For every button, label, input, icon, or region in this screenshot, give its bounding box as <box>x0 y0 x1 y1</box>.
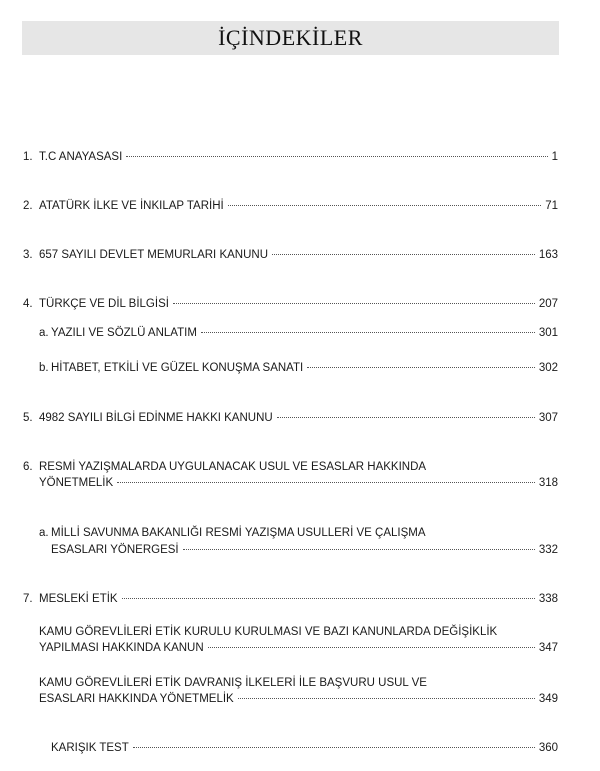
entry-label: KAMU GÖREVLİLERİ ETİK KURULU KURULMASI VE BAZI KANUNLARDA DEĞİŞİKLİK <box>39 626 498 638</box>
entry-number: 3. <box>23 249 33 261</box>
dot-leader <box>228 205 542 206</box>
toc-entry-4a[interactable] <box>39 325 558 341</box>
dot-leader <box>173 303 535 304</box>
entry-label-continued: YÖNETMELİK <box>39 477 114 489</box>
dot-leader <box>277 417 535 418</box>
dot-leader <box>307 367 535 368</box>
dot-leader <box>208 647 535 648</box>
toc-entry-1[interactable] <box>23 149 558 165</box>
entry-page: 207 <box>538 298 558 310</box>
dot-leader <box>133 747 535 748</box>
dot-leader <box>183 549 535 550</box>
toc-entry-5[interactable] <box>23 410 558 426</box>
entry-page: 307 <box>538 412 558 424</box>
entry-label: ATATÜRK İLKE VE İNKILAP TARİHİ <box>39 200 224 212</box>
entry-page: 332 <box>538 544 558 556</box>
entry-page: 347 <box>538 642 558 654</box>
page-title: İÇİNDEKİLER <box>218 25 363 50</box>
toc-entry-3[interactable] <box>23 247 558 263</box>
dot-leader <box>126 156 547 157</box>
entry-page: 360 <box>538 742 558 754</box>
entry-label-continued: ESASLARI YÖNERGESİ <box>51 544 179 556</box>
dot-leader <box>238 698 535 699</box>
entry-label: KARIŞIK TEST <box>51 742 129 754</box>
entry-number: b. <box>39 362 49 374</box>
entry-number: 2. <box>23 200 33 212</box>
dot-leader <box>272 254 535 255</box>
dot-leader <box>201 332 535 333</box>
entry-label-continued: ESASLARI HAKKINDA YÖNETMELİK <box>39 693 234 705</box>
toc-entry-ethics-law[interactable] <box>39 624 558 656</box>
entry-number: 4. <box>23 298 33 310</box>
toc-entry-4b[interactable] <box>39 360 558 376</box>
entry-label-continued: YAPILMASI HAKKINDA KANUN <box>39 642 204 654</box>
entry-label: HİTABET, ETKİLİ VE GÜZEL KONUŞMA SANATI <box>51 362 304 374</box>
entry-number: 1. <box>23 151 33 163</box>
entry-number: a. <box>39 527 49 539</box>
entry-page: 163 <box>538 249 558 261</box>
entry-label: 4982 SAYILI BİLGİ EDİNME HAKKI KANUNU <box>39 412 273 424</box>
entry-label: RESMİ YAZIŞMALARDA UYGULANACAK USUL VE ESASLAR HAKKINDA <box>39 461 427 473</box>
toc-entry-7[interactable] <box>23 591 558 607</box>
dot-leader <box>122 598 535 599</box>
entry-number: 6. <box>23 461 33 473</box>
title-bar <box>22 21 559 55</box>
entry-page: 318 <box>538 477 558 489</box>
entry-label: TÜRKÇE VE DİL BİLGİSİ <box>39 298 169 310</box>
entry-page: 302 <box>538 362 558 374</box>
entry-label: YAZILI VE SÖZLÜ ANLATIM <box>51 327 197 339</box>
entry-number: 5. <box>23 412 33 424</box>
toc-entry-6[interactable] <box>23 459 558 491</box>
entry-page: 301 <box>538 327 558 339</box>
entry-label: KAMU GÖREVLİLERİ ETİK DAVRANIŞ İLKELERİ İLE BAŞVURU USUL VE <box>39 677 427 689</box>
toc-entry-6a[interactable] <box>39 525 558 558</box>
entry-label: T.C ANAYASASI <box>39 151 123 163</box>
entry-number: 7. <box>23 593 33 605</box>
entry-number: a. <box>39 327 49 339</box>
entry-label: MESLEKİ ETİK <box>39 593 118 605</box>
dot-leader <box>117 482 535 483</box>
entry-page: 338 <box>538 593 558 605</box>
entry-label: MİLLİ SAVUNMA BAKANLIĞI RESMİ YAZIŞMA USULLERİ VE ÇALIŞMA <box>51 527 426 539</box>
entry-page: 349 <box>538 693 558 705</box>
entry-label: 657 SAYILI DEVLET MEMURLARI KANUNU <box>39 249 269 261</box>
toc-entry-ethics-regulation[interactable] <box>39 675 558 707</box>
entry-page: 1 <box>551 151 558 163</box>
toc-entry-2[interactable] <box>23 198 558 214</box>
entry-page: 71 <box>545 200 558 212</box>
toc-entry-mixed-test[interactable] <box>51 740 558 756</box>
toc-entry-4[interactable] <box>23 296 558 312</box>
